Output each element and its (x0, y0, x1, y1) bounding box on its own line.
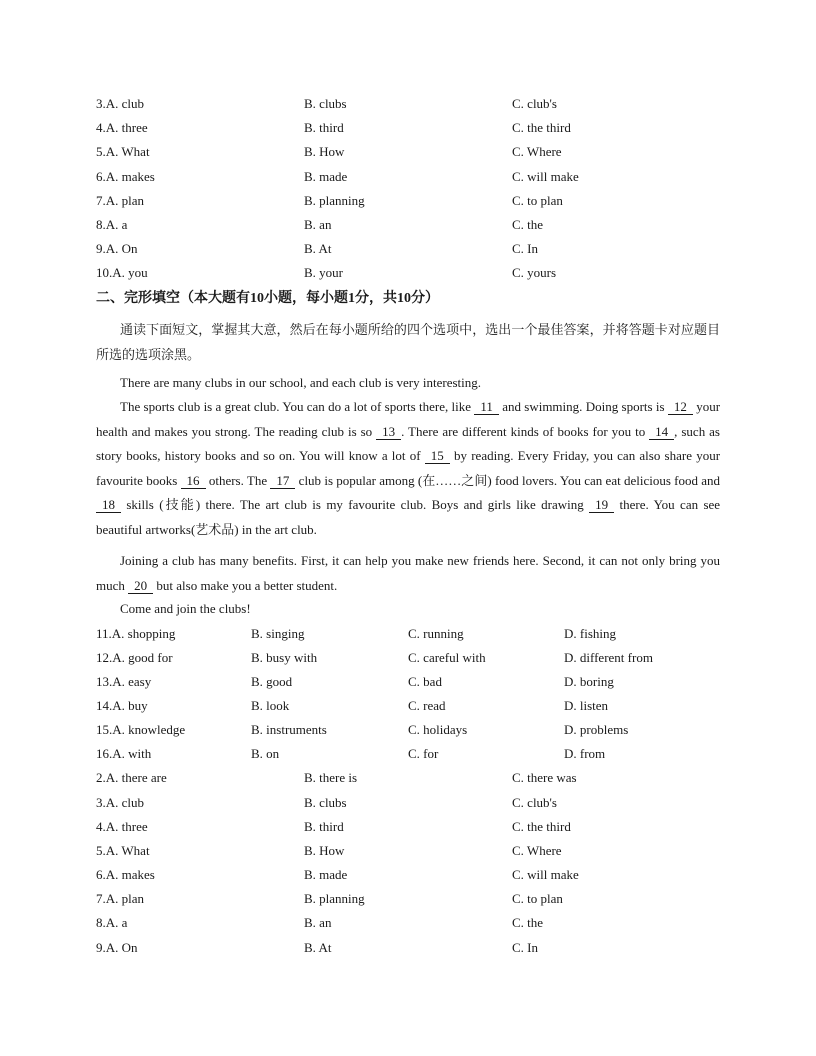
cloze-blank: 11 (474, 400, 499, 415)
option-a: 13.A. easy (96, 674, 152, 689)
cloze-option-row (96, 648, 736, 668)
cloze-blank: 19 (589, 498, 614, 513)
option-b: B. clubs (304, 795, 347, 810)
option-c: C. will make (512, 867, 579, 882)
passage-text: skills (技能) there. The art club is my favourite club. Boys and girls like drawing (126, 497, 584, 512)
cloze-blank: 20 (128, 579, 153, 594)
option-b: B. How (304, 843, 345, 858)
option-a: 2.A. there are (96, 770, 167, 785)
option-a: 4.A. three (96, 120, 148, 135)
option-a: 9.A. On (96, 241, 138, 256)
option-a: 5.A. What (96, 144, 150, 159)
option-b: B. on (251, 746, 280, 761)
cloze-option-row (96, 696, 736, 716)
cloze-option-row (96, 672, 736, 692)
option-c: C. the (512, 915, 544, 930)
option-d: D. from (564, 746, 606, 761)
option-d: D. boring (564, 674, 614, 689)
option-c: C. the third (512, 120, 571, 135)
option-row (96, 817, 736, 837)
option-row (96, 841, 736, 861)
option-row (96, 768, 736, 788)
passage-paragraph-3 (96, 549, 720, 598)
option-c: C. the third (512, 819, 571, 834)
passage-text: Joining a club has many benefits. First, it can help you make new friends here. Second, it can not only bring you much (96, 553, 720, 593)
option-b: B. At (304, 241, 332, 256)
cloze-option-row (96, 624, 736, 644)
option-d: D. different from (564, 650, 653, 665)
option-a: 8.A. a (96, 217, 128, 232)
option-b: B. an (304, 915, 332, 930)
option-b: B. there is (304, 770, 358, 785)
passage-text: and swimming. Doing sports is (502, 399, 665, 414)
option-c: C. the (512, 217, 544, 232)
option-c: C. club's (512, 795, 557, 810)
option-b: B. instruments (251, 722, 327, 737)
option-b: B. third (304, 819, 344, 834)
option-c: C. bad (408, 674, 442, 689)
option-a: 12.A. good for (96, 650, 173, 665)
option-b: B. your (304, 265, 343, 280)
option-c: C. Where (512, 144, 562, 159)
passage-text: , such as story books, history books and so on. You will know a lot of (96, 423, 720, 463)
option-a: 4.A. three (96, 819, 148, 834)
option-a: 16.A. with (96, 746, 152, 761)
cloze-blank: 18 (96, 498, 121, 513)
option-row (96, 865, 736, 885)
cloze-option-row (96, 720, 736, 740)
cloze-blank: 17 (270, 474, 295, 489)
option-b: B. planning (304, 193, 365, 208)
option-row (96, 94, 736, 114)
option-a: 8.A. a (96, 915, 128, 930)
option-a: 7.A. plan (96, 193, 145, 208)
cloze-blank: 16 (181, 474, 206, 489)
option-b: B. made (304, 169, 348, 184)
option-b: B. How (304, 144, 345, 159)
option-d: D. problems (564, 722, 629, 737)
option-b: B. third (304, 120, 344, 135)
option-c: C. there was (512, 770, 577, 785)
option-c: C. yours (512, 265, 557, 280)
option-a: 6.A. makes (96, 169, 155, 184)
option-b: B. At (304, 940, 332, 955)
option-d: D. listen (564, 698, 609, 713)
option-row (96, 118, 736, 138)
cloze-blank: 15 (425, 449, 450, 464)
option-row (96, 167, 736, 187)
option-b: B. busy with (251, 650, 318, 665)
passage-paragraph-4: Come and join the clubs! (120, 601, 251, 616)
instructions: 通读下面短文，掌握其大意，然后在每小题所给的四个选项中，选出一个最佳答案，并将答题卡对应题目所选的选项涂黑。 (96, 322, 720, 362)
option-c: C. read (408, 698, 446, 713)
option-c: C. will make (512, 169, 579, 184)
option-a: 15.A. knowledge (96, 722, 186, 737)
option-row (96, 793, 736, 813)
option-b: B. clubs (304, 96, 347, 111)
option-row (96, 215, 736, 235)
option-c: C. Where (512, 843, 562, 858)
option-row (96, 239, 736, 259)
option-a: 9.A. On (96, 940, 138, 955)
option-row (96, 191, 736, 211)
passage-text: The sports club is a great club. You can do a lot of sports there, like (120, 399, 472, 414)
section-heading: 二、完形填空（本大题有10小题，每小题1分，共10分） (96, 291, 439, 306)
option-a: 3.A. club (96, 96, 145, 111)
option-c: C. for (408, 746, 439, 761)
option-b: B. singing (251, 626, 305, 641)
option-row (96, 889, 736, 909)
passage-text: there. You can see beautiful artworks(艺术品) in the art club. (96, 497, 721, 537)
option-row (96, 142, 736, 162)
passage-text: but also make you a better student. (156, 577, 338, 593)
option-b: B. good (251, 674, 293, 689)
cloze-blank: 12 (668, 400, 693, 415)
option-c: C. club's (512, 96, 557, 111)
passage-text: others. The (208, 472, 268, 488)
cloze-blank: 14 (649, 425, 674, 440)
option-d: D. fishing (564, 626, 616, 641)
cloze-blank: 13 (376, 425, 401, 440)
passage-text: by reading. Every Friday, you can also share your favourite books (96, 448, 721, 488)
option-c: C. careful with (408, 650, 486, 665)
passage-paragraph-1: There are many clubs in our school, and each club is very interesting. (120, 375, 481, 390)
passage-text: . There are different kinds of books for you to (401, 423, 646, 439)
option-c: C. In (512, 940, 538, 955)
option-c: C. to plan (512, 891, 563, 906)
option-a: 5.A. What (96, 843, 150, 858)
option-b: B. look (251, 698, 290, 713)
option-a: 3.A. club (96, 795, 145, 810)
option-row (96, 938, 736, 958)
option-a: 7.A. plan (96, 891, 145, 906)
passage-text: club is popular among (在……之间) food lovers. You can eat delicious food and (298, 472, 721, 488)
option-a: 10.A. you (96, 265, 148, 280)
option-b: B. planning (304, 891, 365, 906)
option-a: 11.A. shopping (96, 626, 176, 641)
option-c: C. running (408, 626, 464, 641)
option-c: C. holidays (408, 722, 468, 737)
option-a: 14.A. buy (96, 698, 148, 713)
option-row (96, 263, 736, 283)
passage-paragraph-2 (96, 395, 720, 542)
option-row (96, 913, 736, 933)
option-b: B. made (304, 867, 348, 882)
option-c: C. In (512, 241, 538, 256)
option-a: 6.A. makes (96, 867, 155, 882)
passage-text: your health and makes you strong. The reading club is so (96, 399, 721, 439)
option-b: B. an (304, 217, 332, 232)
cloze-option-row (96, 744, 736, 764)
option-c: C. to plan (512, 193, 563, 208)
